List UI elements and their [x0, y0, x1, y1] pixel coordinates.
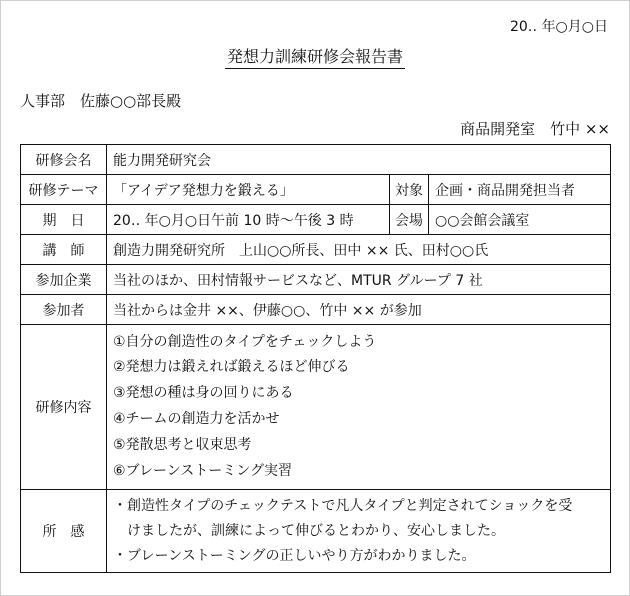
impression-line: ・創造性タイプのチェックテストで凡人タイプと判定されてショックを受: [113, 497, 573, 514]
label-theme: 研修テーマ: [21, 175, 107, 205]
impression-line: ・ブレーンストーミングの正しいやり方がわかりました。: [113, 547, 476, 564]
value-seminar-name: 能力開発研究会: [107, 145, 611, 175]
row-seminar-name: [21, 145, 611, 175]
report-title: [0, 44, 630, 67]
label-seminar-name: 研修会名: [21, 145, 107, 175]
row-lecturer: [21, 235, 611, 265]
content-item: ③発想の種は身の回りにある: [113, 385, 294, 402]
row-content: [21, 325, 611, 490]
label-venue: 会場: [390, 205, 429, 235]
value-participants: 当社からは金井 ××、伊藤○○、竹中 ×× が参加: [107, 295, 611, 325]
report-title-text: 発想力訓練研修会報告書: [225, 47, 405, 69]
sender: 商品開発室 竹中 ××: [460, 120, 610, 138]
row-date: [21, 205, 611, 235]
impressions-text: [107, 490, 611, 573]
content-item: ①自分の創造性のタイプをチェックしよう: [113, 333, 377, 350]
label-companies: 参加企業: [21, 265, 107, 295]
value-venue: ○○会館会議室: [429, 205, 611, 235]
value-companies: 当社のほか、田村情報サービスなど、MTUR グループ 7 社: [107, 265, 611, 295]
content-item: ⑥ブレーンストーミング実習: [113, 462, 293, 479]
value-theme: 「アイデア発想力を鍛える」: [107, 175, 390, 205]
row-theme: [21, 175, 611, 205]
label-participants: 参加者: [21, 295, 107, 325]
content-item: ②発想力は鍛えれば鍛えるほど伸びる: [113, 359, 350, 376]
label-lecturer: 講 師: [21, 235, 107, 265]
value-target: 企画・商品開発担当者: [429, 175, 611, 205]
content-list: [107, 325, 611, 490]
addressee: 人事部 佐藤○○部長殿: [20, 92, 182, 110]
label-impressions: 所 感: [21, 490, 107, 573]
label-date: 期 日: [21, 205, 107, 235]
label-content: 研修内容: [21, 325, 107, 490]
row-companies: [21, 265, 611, 295]
value-date: 20‥ 年○月○日午前 10 時〜午後 3 時: [107, 205, 390, 235]
label-target: 対象: [390, 175, 429, 205]
row-participants: [21, 295, 611, 325]
content-item: ④チームの創造力を活かせ: [113, 411, 280, 427]
report-table: [20, 144, 611, 573]
row-impressions: [21, 490, 611, 573]
content-item: ⑤発散思考と収束思考: [113, 436, 252, 453]
report-date: 20‥ 年○月○日: [509, 19, 608, 35]
impression-line: けましたが、訓練によって伸びるとわかり、安心しました。: [127, 522, 505, 539]
value-lecturer: 創造力開発研究所 上山○○所長、田中 ×× 氏、田村○○氏: [107, 235, 611, 265]
